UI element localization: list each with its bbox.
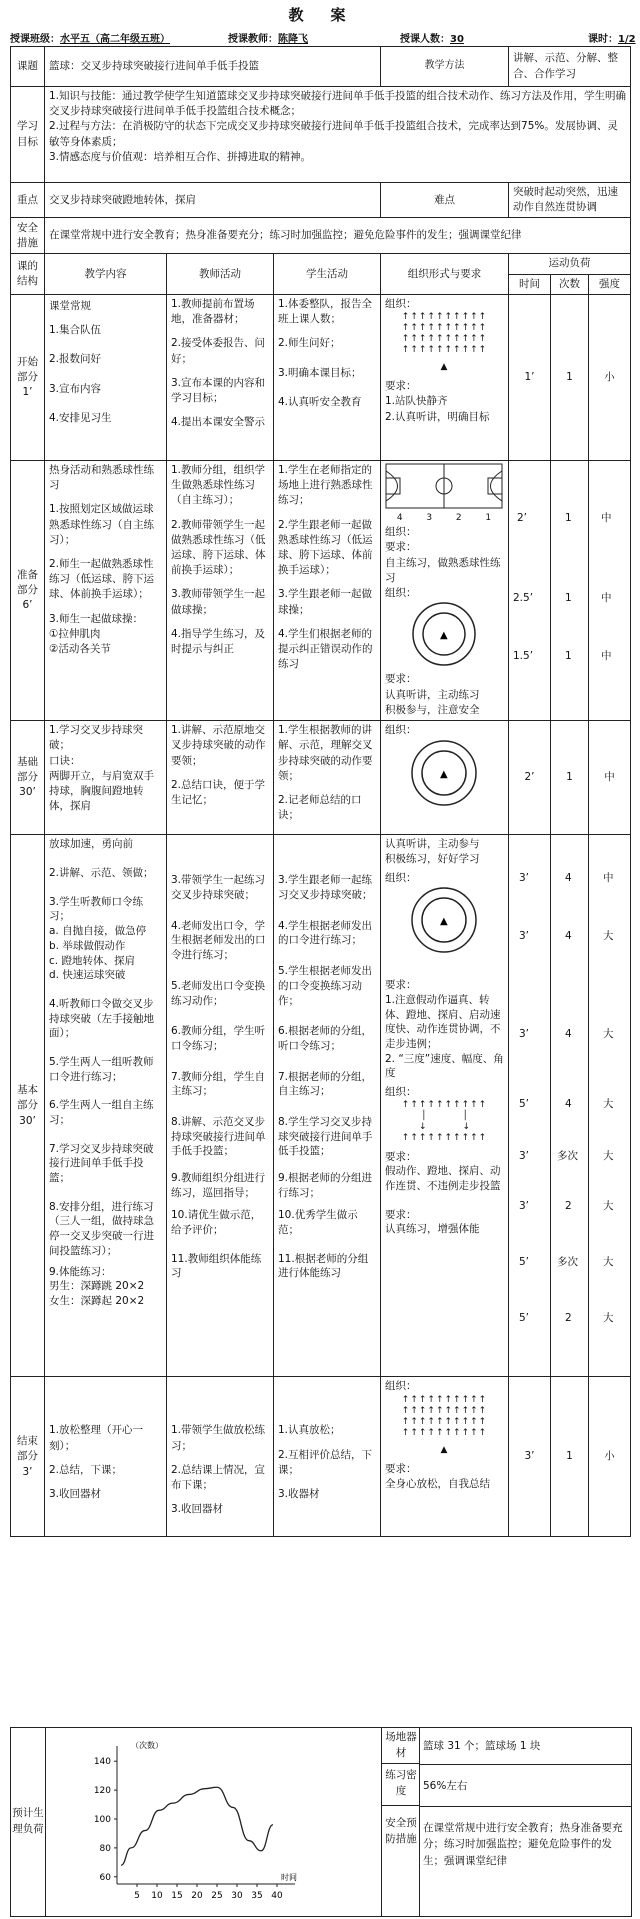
teacher-marker: ▲ bbox=[440, 1444, 449, 1455]
prep-times: 1 1 1 bbox=[551, 460, 589, 720]
end-org: 组织： ↑↑↑↑↑↑↑↑↑↑ ↑↑↑↑↑↑↑↑↑↑ ↑↑↑↑↑↑↑↑↑↑ ↑↑↑↑↑↑↑↑↑↑ ▲ 要求： 全身心放松，自我总结 bbox=[381, 1377, 509, 1537]
y-tick-label: 100 bbox=[93, 1815, 111, 1825]
circle-formation-diagram bbox=[385, 738, 503, 808]
court-zone-numbers: 4 3 2 1 bbox=[396, 513, 492, 524]
svg-text:▲: ▲ bbox=[440, 916, 448, 928]
heart-rate-chart bbox=[47, 1732, 317, 1914]
col-time: 时间 bbox=[509, 274, 551, 294]
col-times: 次数 bbox=[551, 274, 589, 294]
circle-formation-diagram bbox=[385, 601, 503, 667]
start-student: 1.体委整队，报告全班上课人数； 2.师生问好； 3.明确本课目标； 4.认真听安全教育 bbox=[274, 294, 381, 460]
teacher-info: 授课教师：陈降飞 bbox=[228, 34, 308, 45]
venue-text: 篮球 31 个；篮球场 1 块 bbox=[423, 1740, 541, 1752]
pair-formation-arrows: ↑↑↑↑↑↑↑↑↑↑ │ │ ↓ ↓ ↑↑↑↑↑↑↑↑↑↑ bbox=[401, 1099, 488, 1143]
col-org: 组织形式与要求 bbox=[381, 254, 509, 294]
prep-content: 热身活动和熟悉球性练习 1.按照划定区域做运球熟悉球性练习（自主练习）； 2.师生一起做熟悉球性练习（低运球、胯下运球、体前换手运球）； 3.师生一起做球操： ①拉伸肌肉 ②活动各关节 bbox=[45, 460, 167, 720]
svg-text:▲: ▲ bbox=[440, 769, 448, 781]
section-prep-label: 准备部分 6’ bbox=[11, 460, 45, 720]
page-title: 教 案 bbox=[288, 6, 352, 24]
x-tick-label: 35 bbox=[251, 1891, 263, 1901]
circle-formation-diagram bbox=[385, 885, 503, 955]
start-teacher: 1.教师提前布置场地，准备器材； 2.接受体委报告、问好； 3.宣布本课的内容和学习目标； 4.提出本课安全警示 bbox=[167, 294, 274, 460]
col-content: 教学内容 bbox=[45, 254, 167, 294]
y-tick-label: 120 bbox=[93, 1786, 111, 1797]
section-basic-a-label: 基础部分 30’ bbox=[11, 721, 45, 835]
formation-arrows: ↑↑↑↑↑↑↑↑↑↑ ↑↑↑↑↑↑↑↑↑↑ ↑↑↑↑↑↑↑↑↑↑ ↑↑↑↑↑↑↑↑↑↑ bbox=[401, 1394, 488, 1438]
col-student: 学生活动 bbox=[274, 254, 381, 294]
section-start-label: 开始部分 1’ bbox=[11, 294, 45, 460]
method-label: 教学方法 bbox=[381, 47, 509, 87]
end-intensity: 小 bbox=[589, 1377, 631, 1537]
basic-a-content: 1.学习交叉步持球突破； 口诀： 两脚开立，与肩宽双手持球，胸腹间蹬地转体，探肩 bbox=[45, 721, 167, 835]
venue-label: 场地器材 bbox=[382, 1728, 420, 1764]
basic-a-org: 组织： ▲ bbox=[381, 721, 509, 835]
teacher-marker: ▲ bbox=[440, 362, 449, 373]
heart-rate-curve bbox=[121, 1787, 273, 1865]
safety-text: 在课堂常规中进行安全教育；热身准备要充分；练习时加强监控；避免危险事件的发生；强调课堂纪律 bbox=[45, 218, 631, 254]
x-tick-label: 5 bbox=[134, 1891, 140, 1901]
start-content: 课堂常规 1.集合队伍 2.报数问好 3.宣布内容 4.安排见习生 bbox=[45, 294, 167, 460]
prep-student: 1.学生在老师指定的场地上进行熟悉球性练习； 2.学生跟老师一起做熟悉球性练习（低运球、胯下运球、体前换手运球）； 3.学生跟老师一起做球操； 4.学生们根据老师的提示纠正错误动作的练习 bbox=[274, 460, 381, 720]
x-axis-label: 时间 bbox=[281, 1873, 297, 1882]
x-tick-label: 20 bbox=[191, 1891, 203, 1901]
y-axis-label: （次数） bbox=[131, 1741, 163, 1750]
end-time: 3’ bbox=[509, 1377, 551, 1537]
basic-b-times: 4 4 4 4 多次 2 多次 2 bbox=[551, 835, 589, 1377]
col-intensity: 强度 bbox=[589, 274, 631, 294]
lesson-table bbox=[10, 46, 631, 1537]
y-tick-label: 80 bbox=[99, 1843, 111, 1854]
goals-label: 学习目标 bbox=[11, 87, 45, 183]
basic-a-student: 1.学生根据教师的讲解、示范，理解交叉步持球突破的动作要领； 2.记老师总结的口诀； bbox=[274, 721, 381, 835]
col-teacher: 教师活动 bbox=[167, 254, 274, 294]
y-tick-label: 60 bbox=[99, 1872, 111, 1883]
start-time: 1’ bbox=[509, 294, 551, 460]
basic-a-times: 1 bbox=[551, 721, 589, 835]
x-tick-label: 15 bbox=[171, 1891, 183, 1901]
load-label: 预计生理负荷 bbox=[11, 1728, 46, 1916]
basketball-court-diagram bbox=[385, 463, 503, 515]
basic-a-intensity: 中 bbox=[589, 721, 631, 835]
end-times: 1 bbox=[551, 1377, 589, 1537]
method-text: 讲解、示范、分解、整合、合作学习 bbox=[509, 47, 631, 87]
prep-org: 4 3 2 1 组织： 要求： 自主练习，做熟悉球性练习 组织： ▲ 要求： 认真听讲，主动练习 积极参与，注意安全 bbox=[381, 460, 509, 720]
basic-b-org: 认真听讲，主动参与 积极练习，好好学习 组织： ▲ 要求： 1.注意假动作逼真、转体、蹬地、探肩、启动速度快、动作连贯协调，不走步违例； 2. “三度”速度、幅度、角度 组织： ↑↑↑↑↑↑↑↑↑↑ │ │ ↓ ↓ ↑↑↑↑↑↑↑↑↑↑ 要求： 假动作、蹬地、探肩、动作连贯、不违例走步投篮 要求： 认真练习，增强体能 bbox=[381, 835, 509, 1377]
basic-a-teacher: 1.讲解、示范原地交叉步持球突破的动作要领； 2.总结口诀，便于学生记忆； bbox=[167, 721, 274, 835]
end-student: 1.认真放松； 2.互相评价总结，下课； 3.收器材 bbox=[274, 1377, 381, 1537]
safety-measures-label: 安全预防措施 bbox=[385, 1817, 417, 1845]
safety-label: 安全措施 bbox=[11, 218, 45, 254]
difficulty-label: 难点 bbox=[381, 183, 509, 218]
basic-a-time: 2’ bbox=[509, 721, 551, 835]
difficulty-text: 突破时起动突然，迅速动作自然连贯协调 bbox=[509, 183, 631, 218]
prep-intensity: 中 中 中 bbox=[589, 460, 631, 720]
svg-text:▲: ▲ bbox=[440, 630, 448, 642]
section-basic-b-label: 基本部分 30’ bbox=[11, 835, 45, 1377]
col-structure: 课的结构 bbox=[11, 254, 45, 294]
topic-label: 课题 bbox=[11, 47, 45, 87]
density-text: 56%左右 bbox=[423, 1780, 468, 1792]
y-tick-label: 140 bbox=[93, 1757, 111, 1768]
topic-text: 篮球：交叉步持球突破接行进间单手低手投篮 bbox=[45, 47, 381, 87]
col-load: 运动负荷 bbox=[509, 254, 631, 274]
load-section bbox=[10, 1727, 632, 1917]
formation-arrows: ↑↑↑↑↑↑↑↑↑↑ ↑↑↑↑↑↑↑↑↑↑ ↑↑↑↑↑↑↑↑↑↑ ↑↑↑↑↑↑↑↑↑↑ bbox=[401, 312, 488, 356]
safety-measures-text: 在课堂常规中进行安全教育；热身准备要充分；练习时加强监控；避免危险事件的发生；强调课堂纪律 bbox=[423, 1822, 623, 1867]
class-info: 授课班级：水平五（高二年级五班） bbox=[10, 34, 170, 45]
prep-time: 2’ 2.5’ 1.5’ bbox=[509, 460, 551, 720]
student-count: 授课人数：30 bbox=[400, 34, 464, 45]
basic-b-student: 3.学生跟老师一起练习交叉步持球突破； 4.学生根据老师发出的口令进行练习； 5.学生根据老师发出的口令变换练习动作； 6.根据老师的分组，听口令练习； 7.根据老师的分组，自主练习； 8.学生学习交叉步持球突破接行进间单手低手投篮； 9.根据老师的分组进行练习； 10.优秀学生做示范； 11.根据老师的分组进行体能练习 bbox=[274, 835, 381, 1377]
basic-b-intensity: 中 大 大 大 大 大 大 大 bbox=[589, 835, 631, 1377]
prep-teacher: 1.教师分组，组织学生做熟悉球性练习（自主练习）； 2.教师带领学生一起做熟悉球性练习（低运球、胯下运球、体前换手运球）； 3.教师带领学生一起做球操； 4.指导学生练习，及时提示与纠正 bbox=[167, 460, 274, 720]
density-label: 练习密度 bbox=[382, 1764, 420, 1806]
key-text: 交叉步持球突破蹬地转体，探肩 bbox=[45, 183, 381, 218]
x-tick-label: 30 bbox=[231, 1891, 243, 1901]
start-org: 组织： ↑↑↑↑↑↑↑↑↑↑ ↑↑↑↑↑↑↑↑↑↑ ↑↑↑↑↑↑↑↑↑↑ ↑↑↑↑↑↑↑↑↑↑ ▲ 要求： 1.站队快静齐 2.认真听讲，明确目标 bbox=[381, 294, 509, 460]
end-teacher: 1.带领学生做放松练习； 2.总结课上情况，宣布下课； 3.收回器材 bbox=[167, 1377, 274, 1537]
goals-text: 1.知识与技能：通过教学使学生知道篮球交叉步持球突破接行进间单手低手投篮的组合技术动作、练习方法及作用，学生明确交叉步持球突破接行进间单手低手投篮组合技术概念； 2.过程与方法：在消极防守的状态下完成交叉步持球突破接行进间单手低手投篮组合技术，完成率达到75%。发展协调、灵敏等身体素质； 3.情感态度与价值观：培养相互合作、拼搏进取的精神。 bbox=[45, 87, 631, 183]
start-times: 1 bbox=[551, 294, 589, 460]
lesson-number: 课时：1/2 bbox=[588, 34, 636, 45]
end-content: 1.放松整理（开心一刻）； 2.总结，下课； 3.收回器材 bbox=[45, 1377, 167, 1537]
key-label: 重点 bbox=[11, 183, 45, 218]
x-tick-label: 40 bbox=[271, 1891, 283, 1901]
basic-b-content: 放球加速，勇向前 2.讲解、示范、领做； 3.学生听教师口令练习； a. 自抛自接，做急停 b. 举球做假动作 c. 蹬地转体、探肩 d. 快速运球突破 4.听教师口令做交叉步持球突破（左手接触地面）； 5.学生两人一组听教师口令进行练习； 6.学生两人一组自主练习； 7.学习交叉步持球突破接行进间单手低手投篮； 8.安排分组，进行练习（三人一组，做持球急停一交叉步突破一行进间投篮练习）； 9.体能练习： 男生：深蹲跳 20×2 女生：深蹲起 20×2 bbox=[45, 835, 167, 1377]
section-end-label: 结束部分 3’ bbox=[11, 1377, 45, 1537]
basic-b-teacher: 3.带领学生一起练习交叉步持球突破； 4.老师发出口令，学生根据老师发出的口令进行练习； 5.老师发出口令变换练习动作； 6.教师分组，学生听口令练习； 7.教师分组，学生自主练习； 8.讲解、示范交叉步持球突破接行进间单手低手投篮； 9.教师组织分组进行练习，巡回指导； 10.请优生做示范，给予评价； 11.教师组织体能练习 bbox=[167, 835, 274, 1377]
basic-b-time: 3’ 3’ 3’ 5’ 3’ 3’ 5’ 5’ bbox=[509, 835, 551, 1377]
start-intensity: 小 bbox=[589, 294, 631, 460]
x-tick-label: 25 bbox=[211, 1891, 223, 1901]
x-tick-label: 10 bbox=[151, 1891, 163, 1901]
